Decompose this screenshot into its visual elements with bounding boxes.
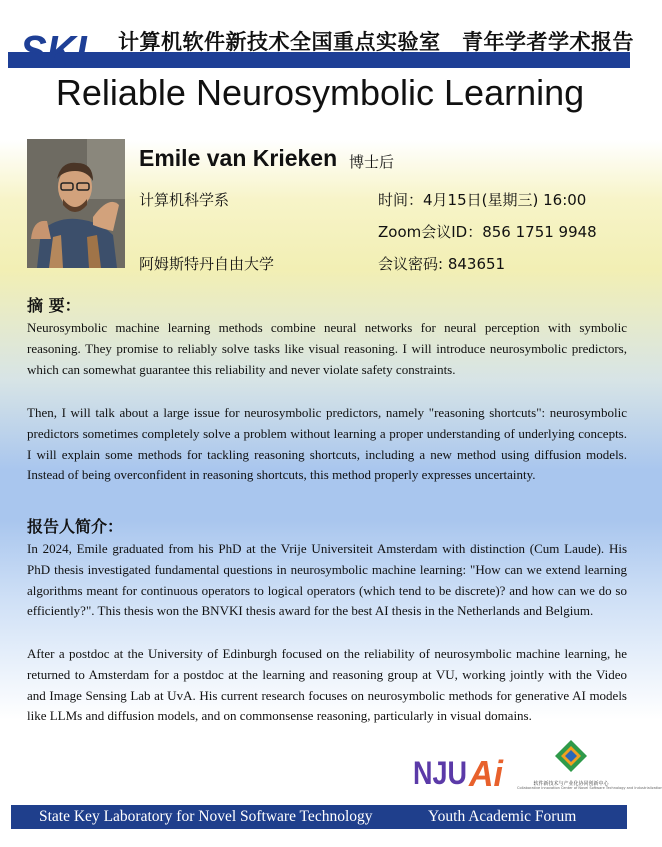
speaker-name: Emile van Krieken: [139, 145, 338, 171]
talk-title: Reliable Neurosymbolic Learning: [55, 72, 585, 113]
zoom-meeting-id: Zoom会议ID：856 1751 9948: [378, 223, 597, 241]
ai-logo-text: Ai: [468, 753, 504, 794]
speaker-university: 阿姆斯特丹自由大学: [139, 255, 275, 273]
talk-time: 时间：4月15日(星期三) 16:00: [378, 191, 587, 209]
skl-logo: [20, 26, 100, 76]
forum-title: 青年学者学术报告: [462, 30, 634, 54]
bio-heading: 报告人简介：: [27, 517, 124, 536]
meeting-password: 会议密码: 843651: [378, 255, 506, 273]
bio-paragraph: After a postdoc at the University of Edinburgh focused on the reliability of neurosymbolic machine learning, he returned to Amsterdam for a postdoc at the learning and reasoning group at VU, working jointly with the Video and Image Sensing Lab at UvA. His current research focuses on neurosymbolic methods for generative AI models like LLMs and diffusion models, and on commonsense reasoning, particularly in visual domains.: [27, 646, 627, 724]
speaker-department: 计算机科学系: [139, 191, 230, 209]
footer-bar: [11, 805, 627, 829]
lab-name: 计算机软件新技术全国重点实验室: [118, 30, 441, 54]
nju-ai-logo: [413, 752, 505, 794]
footer-lab-name: State Key Laboratory for Novel Software Technology: [39, 808, 373, 825]
skl-logo-text: SKL: [20, 27, 100, 76]
speaker-title: 博士后: [349, 153, 395, 171]
abstract-paragraph: Then, I will talk about a large issue for neurosymbolic predictors, namely "reasoning shortcuts": neurosymbolic predictors sometimes completely solve a problem without learning a proper understanding of underlying concepts. I will explain some methods for tackling reasoning shortcuts, including a new method using diffusion models. Instead of being overconfident in reasoning shortcuts, this method properly expresses uncertainty.: [27, 405, 627, 483]
innovation-center-subtitle: Collaborative Innovation Center of Novel Software Technology and Industrialization: [517, 786, 662, 790]
bio-paragraph: In 2024, Emile graduated from his PhD at the Vrije Universiteit Amsterdam with distinction (Cum Laude). His PhD thesis investigated fundamental questions in neurosymbolic machine learning: "How can we extend learning algorithms meant for continuous operators to logical operators (which tend to be discrete)? and how can we do so efficiently?". This thesis won the BNVKI thesis award for the best AI thesis in the Netherlands and Belgium.: [27, 541, 627, 619]
abstract-paragraph: Neurosymbolic machine learning methods combine neural networks for neural perception with symbolic reasoning. They promise to reliably solve tasks like visual reasoning. I will introduce neurosymbolic predictors, which can somewhat guarantee this reliability and never violate safety constraints.: [27, 320, 627, 377]
nju-logo-text: NJU: [413, 755, 467, 791]
innovation-center-name: 软件新技术与产业化协同创新中心: [533, 781, 609, 787]
abstract-heading: 摘 要：: [27, 296, 81, 315]
footer-forum-name: Youth Academic Forum: [428, 808, 577, 825]
speaker-photo: [27, 139, 125, 268]
